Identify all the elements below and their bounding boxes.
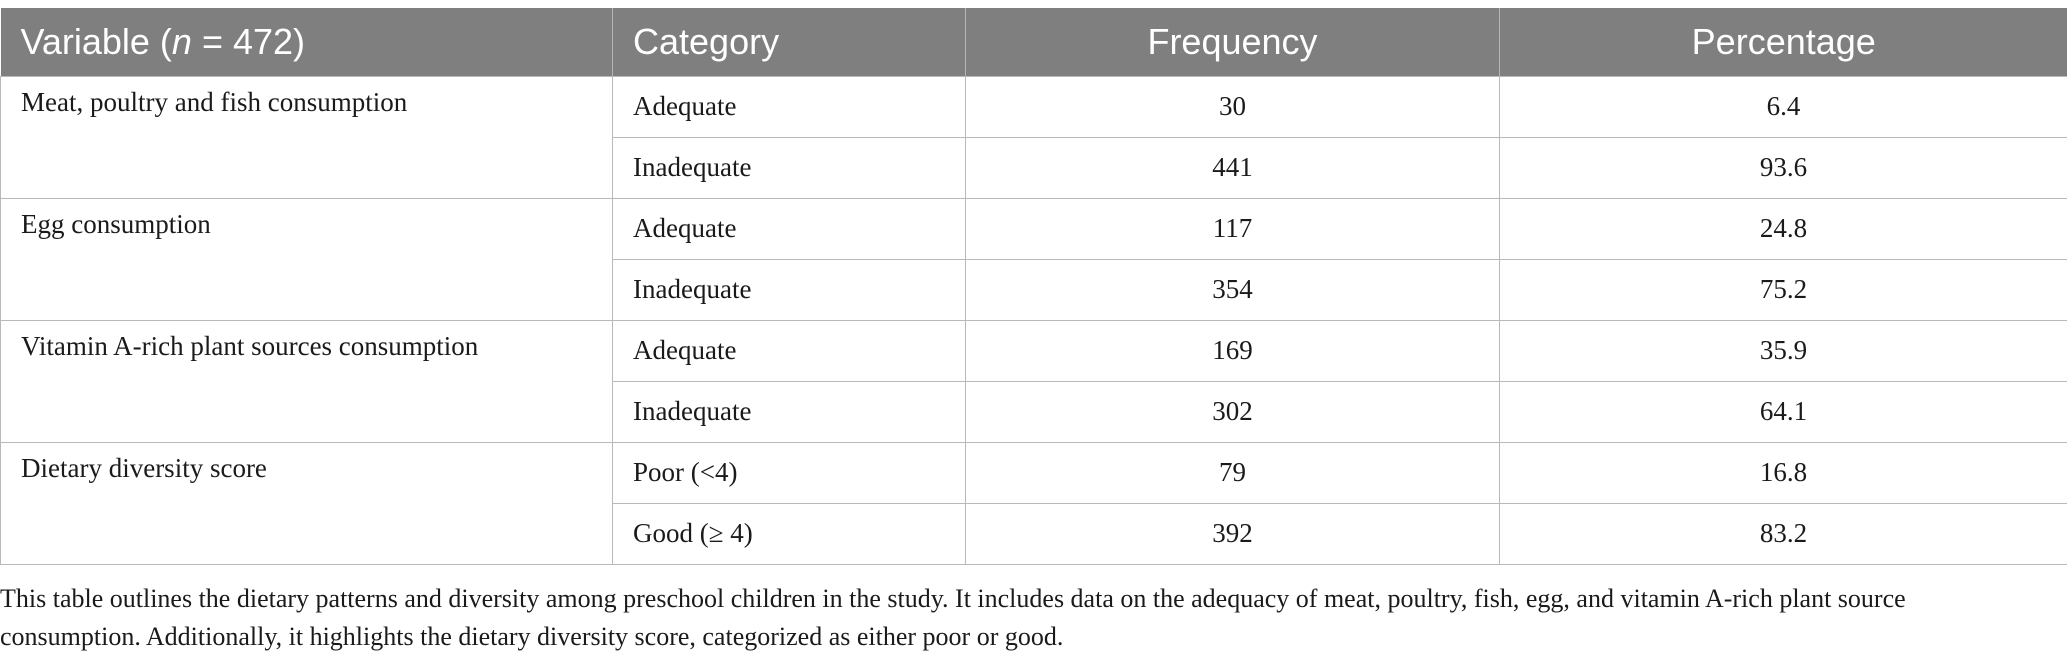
header-variable-suffix: = 472) <box>191 20 306 62</box>
category-cell: Adequate <box>613 320 966 381</box>
frequency-cell: 354 <box>966 259 1500 320</box>
variable-cell: Egg consumption <box>1 198 613 320</box>
percentage-cell: 75.2 <box>1500 259 2067 320</box>
percentage-cell: 83.2 <box>1500 503 2067 564</box>
table-row <box>1 320 2067 381</box>
percentage-cell: 93.6 <box>1500 137 2067 198</box>
category-cell: Adequate <box>613 76 966 137</box>
header-variable <box>1 8 613 76</box>
header-category: Category <box>613 8 966 76</box>
category-cell: Inadequate <box>613 381 966 442</box>
category-cell: Inadequate <box>613 259 966 320</box>
table-footnote: This table outlines the dietary patterns and diversity among preschool children in the study. It includes data on the adequacy of meat, poultry, fish, egg, and vitamin A-rich plant source consumption. Additionally, it highlights the dietary diversity score, categorized as either poor or good. <box>0 584 1906 651</box>
header-variable-n: n <box>171 20 192 62</box>
percentage-cell: 16.8 <box>1500 442 2067 503</box>
frequency-cell: 392 <box>966 503 1500 564</box>
table-row <box>1 442 2067 503</box>
header-variable-prefix: Variable ( <box>20 20 172 62</box>
frequency-cell: 441 <box>966 137 1500 198</box>
data-table-container <box>0 8 2067 565</box>
frequency-cell: 30 <box>966 76 1500 137</box>
category-cell: Inadequate <box>613 137 966 198</box>
header-row <box>1 8 2067 76</box>
table-row <box>1 198 2067 259</box>
category-cell: Good (≥ 4) <box>613 503 966 564</box>
header-percentage: Percentage <box>1500 8 2067 76</box>
category-cell: Poor (<4) <box>613 442 966 503</box>
percentage-cell: 64.1 <box>1500 381 2067 442</box>
percentage-cell: 6.4 <box>1500 76 2067 137</box>
header-frequency: Frequency <box>966 8 1500 76</box>
table-row <box>1 76 2067 137</box>
variable-cell: Vitamin A-rich plant sources consumption <box>1 320 613 442</box>
category-cell: Adequate <box>613 198 966 259</box>
variable-cell: Dietary diversity score <box>1 442 613 564</box>
percentage-cell: 35.9 <box>1500 320 2067 381</box>
frequency-cell: 79 <box>966 442 1500 503</box>
variable-cell: Meat, poultry and fish consumption <box>1 76 613 198</box>
percentage-cell: 24.8 <box>1500 198 2067 259</box>
dietary-table <box>0 8 2067 565</box>
table-header <box>1 8 2067 76</box>
table-body <box>1 76 2067 564</box>
frequency-cell: 169 <box>966 320 1500 381</box>
frequency-cell: 117 <box>966 198 1500 259</box>
frequency-cell: 302 <box>966 381 1500 442</box>
